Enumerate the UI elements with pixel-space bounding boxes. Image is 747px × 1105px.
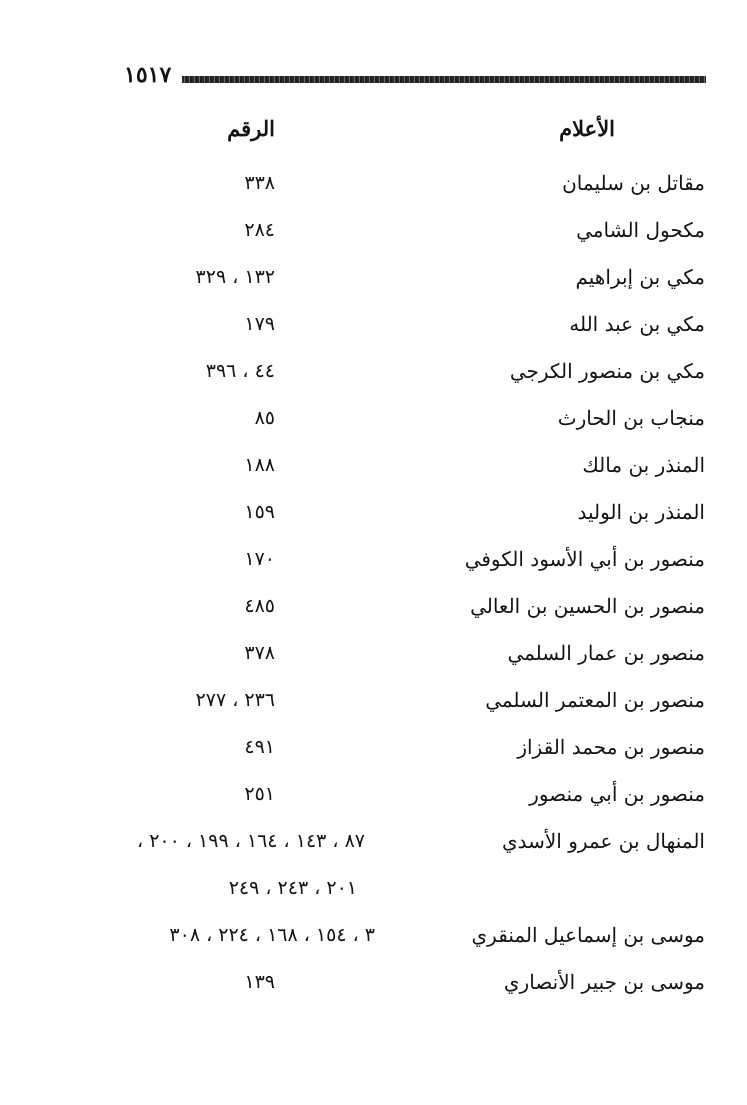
entry-numbers: ٢٨٤ bbox=[244, 219, 275, 241]
entry-numbers-continued: ٢٠١ ، ٢٤٣ ، ٢٤٩ bbox=[228, 877, 357, 899]
entry-name: منجاب بن الحارث bbox=[557, 406, 705, 430]
index-entry bbox=[0, 207, 747, 254]
index-entry bbox=[0, 818, 747, 865]
entry-name: مكي بن منصور الكرجي bbox=[509, 359, 705, 383]
entry-name: مكحول الشامي bbox=[576, 218, 705, 242]
numbers-column-heading: الرقم bbox=[227, 116, 275, 141]
entry-name: منصور بن محمد القزاز bbox=[517, 735, 705, 759]
index-entry-continuation bbox=[0, 865, 747, 912]
index-entry bbox=[0, 348, 747, 395]
index-entry bbox=[0, 160, 747, 207]
entry-name: المنذر بن مالك bbox=[582, 453, 705, 477]
entry-name: منصور بن عمار السلمي bbox=[507, 641, 705, 665]
index-entry bbox=[0, 677, 747, 724]
header-rule bbox=[182, 76, 706, 83]
entry-name: المنذر بن الوليد bbox=[577, 500, 705, 524]
index-entry bbox=[0, 254, 747, 301]
index-entry bbox=[0, 724, 747, 771]
index-entry bbox=[0, 583, 747, 630]
index-entry bbox=[0, 536, 747, 583]
entry-numbers: ١٣٢ ، ٣٢٩ bbox=[195, 266, 275, 288]
entry-numbers: ٢٥١ bbox=[244, 783, 275, 805]
entry-numbers: ٨٧ ، ١٤٣ ، ١٦٤ ، ١٩٩ ، ٢٠٠ ، bbox=[137, 830, 365, 852]
entry-name: مكي بن عبد الله bbox=[569, 312, 705, 336]
entry-numbers: ١٥٩ bbox=[244, 501, 275, 523]
names-column-heading: الأعلام bbox=[559, 116, 615, 141]
index-entry bbox=[0, 489, 747, 536]
entry-name: منصور بن أبي منصور bbox=[529, 782, 705, 806]
entry-name: منصور بن الحسين بن العالي bbox=[470, 594, 705, 618]
index-entry bbox=[0, 442, 747, 489]
entry-name: موسى بن جبير الأنصاري bbox=[503, 970, 705, 994]
entry-numbers: ١٣٩ bbox=[244, 971, 275, 993]
entry-numbers: ١٨٨ bbox=[244, 454, 275, 476]
entry-numbers: ٣ ، ١٥٤ ، ١٦٨ ، ٢٢٤ ، ٣٠٨ bbox=[169, 924, 375, 946]
entry-numbers: ٣٧٨ bbox=[244, 642, 275, 664]
entry-numbers: ٤٨٥ bbox=[244, 595, 275, 617]
index-entry bbox=[0, 912, 747, 959]
entry-name: المنهال بن عمرو الأسدي bbox=[501, 829, 705, 853]
entry-name: مكي بن إبراهيم bbox=[575, 265, 705, 289]
index-entries bbox=[0, 160, 747, 1006]
index-entry bbox=[0, 630, 747, 677]
entry-numbers: ١٧٠ bbox=[244, 548, 275, 570]
entry-numbers: ٣٣٨ bbox=[244, 172, 275, 194]
page-number: ١٥١٧ bbox=[124, 62, 172, 88]
index-entry bbox=[0, 395, 747, 442]
index-entry bbox=[0, 771, 747, 818]
entry-name: موسى بن إسماعيل المنقري bbox=[471, 923, 705, 947]
page-header bbox=[124, 60, 706, 90]
entry-numbers: ٢٣٦ ، ٢٧٧ bbox=[195, 689, 275, 711]
index-entry bbox=[0, 301, 747, 348]
entry-numbers: ٤٤ ، ٣٩٦ bbox=[205, 360, 275, 382]
index-entry bbox=[0, 959, 747, 1006]
entry-name: مقاتل بن سليمان bbox=[562, 171, 705, 195]
entry-numbers: ٤٩١ bbox=[244, 736, 275, 758]
entry-numbers: ٨٥ bbox=[254, 407, 275, 429]
entry-name: منصور بن المعتمر السلمي bbox=[485, 688, 705, 712]
entry-numbers: ١٧٩ bbox=[244, 313, 275, 335]
entry-name: منصور بن أبي الأسود الكوفي bbox=[464, 547, 705, 571]
